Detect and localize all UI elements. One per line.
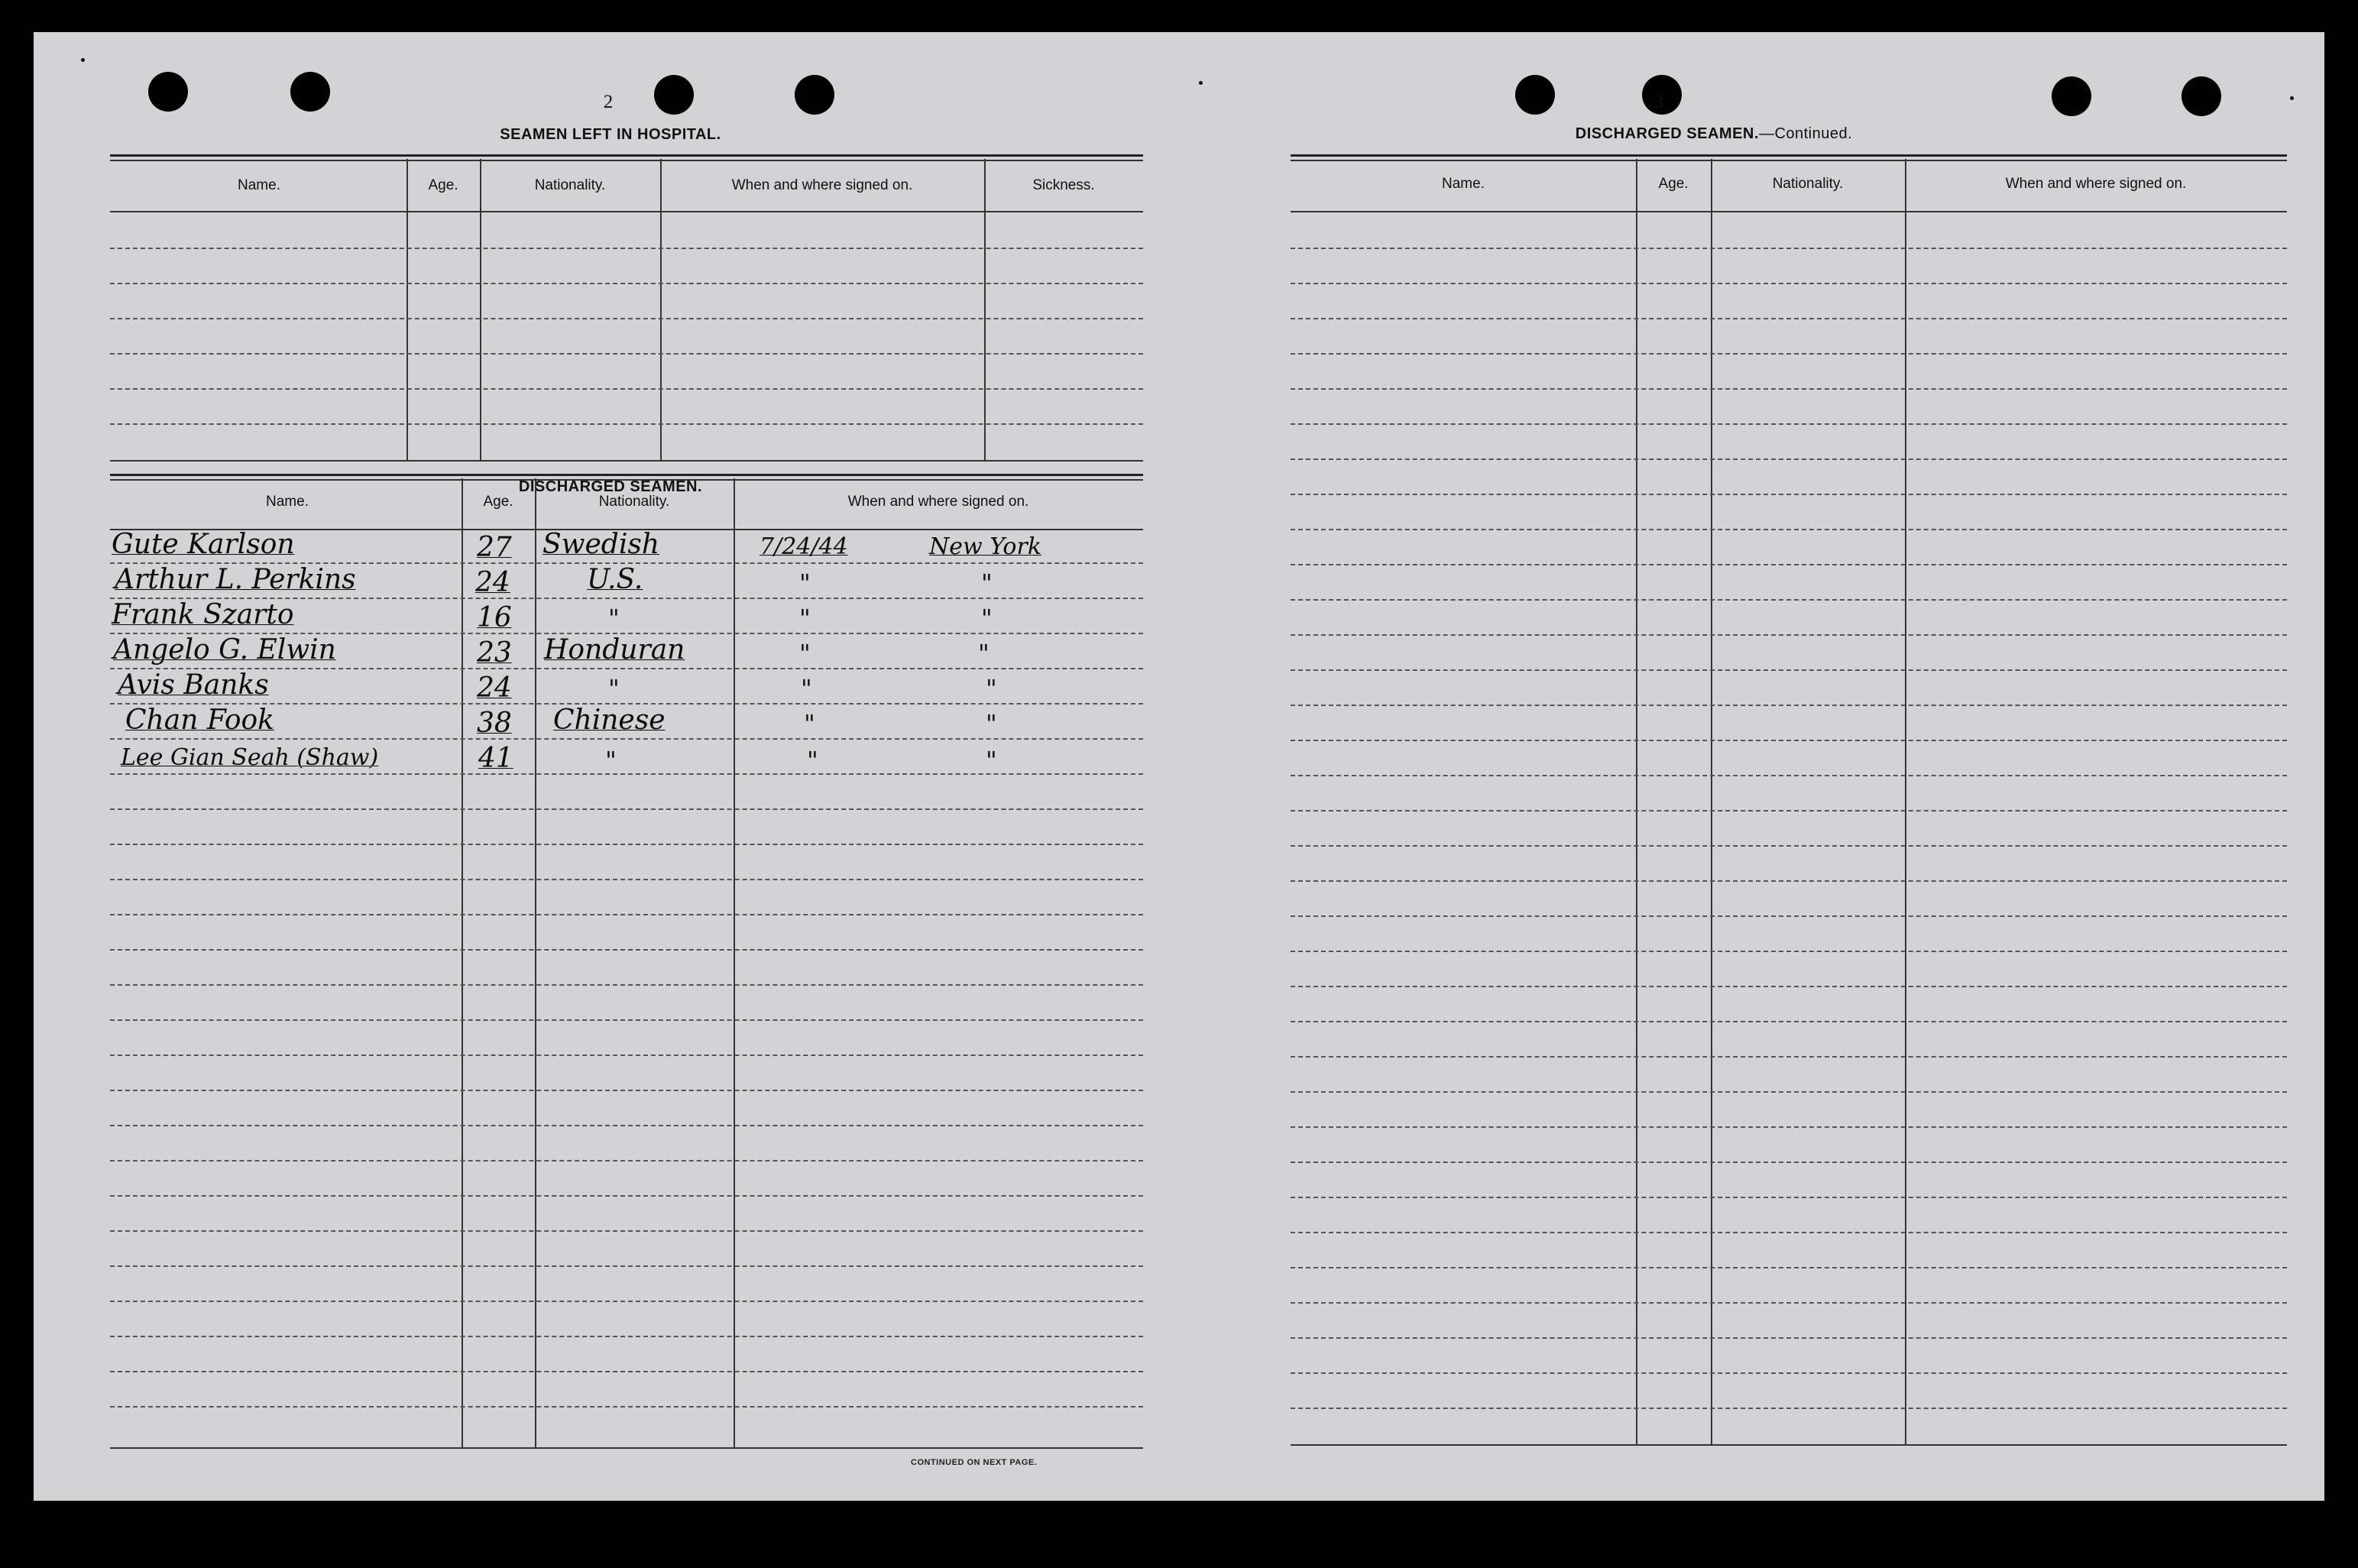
seaman-nationality: Chinese: [553, 705, 666, 736]
hospital-divider: [480, 159, 481, 462]
ledger-row-line: [1291, 423, 2287, 425]
hospital-col-when-where: When and where signed on.: [731, 177, 913, 193]
seaman-nationality: ": [608, 674, 620, 703]
signed-on-date: ": [799, 604, 811, 633]
ledger-row-line: [110, 1336, 1143, 1337]
ledger-row-line: [110, 1125, 1143, 1126]
hospital-row-line: [110, 388, 1143, 390]
discharged-col-name: Name.: [266, 494, 309, 510]
seaman-nationality: Honduran: [544, 634, 685, 666]
page-number: 2: [603, 92, 614, 112]
right-divider: [1711, 159, 1712, 1444]
ledger-row-line: [1291, 564, 2287, 565]
right-col-age: Age.: [1658, 176, 1689, 192]
right-top-rule: [1291, 154, 2287, 157]
discharged-col-nationality: Nationality.: [598, 494, 670, 510]
discharged-bottom-rule: [110, 1447, 1143, 1449]
ledger-row-line: [1291, 880, 2287, 882]
ledger-row-line: [1291, 810, 2287, 812]
continued-footer: CONTINUED ON NEXT PAGE.: [911, 1458, 1038, 1467]
ledger-row-line: [1291, 318, 2287, 319]
ledger-row-line: [1291, 1021, 2287, 1022]
punch-hole: [148, 72, 188, 112]
ledger-row-line: [1291, 1091, 2287, 1093]
ledger-row-line: [1291, 1056, 2287, 1058]
discharged-section-title: DISCHARGED SEAMEN.: [518, 478, 703, 495]
signed-on-place: ": [981, 569, 993, 598]
speck: [2290, 96, 2294, 100]
ledger-row-line: [110, 1301, 1143, 1302]
ledger-row-line: [110, 1195, 1143, 1197]
seaman-nationality: ": [605, 746, 617, 775]
ledger-row-line: [1291, 494, 2287, 495]
punch-hole: [1515, 75, 1555, 115]
seaman-age: 16: [477, 602, 512, 633]
right-col-nationality: Nationality.: [1772, 176, 1844, 192]
ledger-row-line: [1291, 951, 2287, 952]
ledger-row-line: [110, 984, 1143, 986]
hospital-col-name: Name.: [238, 177, 280, 193]
ledger-row-line: [110, 1371, 1143, 1372]
punch-hole: [2052, 76, 2091, 116]
hospital-divider: [406, 159, 408, 462]
seaman-name: Frank Szarto: [112, 599, 294, 630]
hospital-row-line: [110, 318, 1143, 319]
ledger-row-line: [110, 1265, 1143, 1267]
seaman-age: 24: [477, 672, 512, 704]
ledger-row-line: [110, 879, 1143, 880]
signed-on-date: ": [799, 569, 811, 598]
ledger-row-line: [110, 1160, 1143, 1161]
ledger-row-line: [1291, 1408, 2287, 1409]
signed-on-date: 7/24/44: [760, 533, 848, 560]
speck: [1199, 81, 1203, 85]
left-page: [34, 32, 1179, 1501]
seaman-nationality: U.S.: [587, 564, 643, 595]
ledger-row-line: [1291, 458, 2287, 460]
seaman-name: Angelo G. Elwin: [113, 634, 336, 666]
seaman-name: Arthur L. Perkins: [115, 564, 356, 595]
ledger-row-line: [1291, 388, 2287, 390]
signed-on-date: ": [801, 674, 812, 703]
ledger-row-line: [1291, 1161, 2287, 1163]
ledger-row-line: [1291, 1267, 2287, 1268]
ledger-row-line: [110, 808, 1143, 810]
signed-on-place: ": [978, 639, 990, 668]
right-bottom-rule: [1291, 1444, 2287, 1446]
right-divider: [1905, 159, 1906, 1444]
ledger-row-line: [1291, 1197, 2287, 1198]
hospital-header-rule: [110, 211, 1143, 212]
ledger-row-line: [1291, 986, 2287, 987]
right-header-rule: [1291, 211, 2287, 212]
signed-on-place: ": [986, 746, 997, 775]
ledger-row-line: [1291, 669, 2287, 671]
punch-hole: [795, 75, 834, 115]
hospital-row-line: [110, 248, 1143, 249]
ledger-row-line: [1291, 740, 2287, 741]
ledger-row-line: [110, 738, 1143, 740]
ledger-row-line: [1291, 248, 2287, 249]
hospital-top-rule: [110, 154, 1143, 157]
ledger-row-line: [110, 1055, 1143, 1056]
signed-on-date: ": [804, 709, 815, 738]
ledger-row-line: [110, 1230, 1143, 1232]
right-col-when-where: When and where signed on.: [2005, 176, 2187, 192]
page-number: 3: [1654, 92, 1664, 112]
ledger-row-line: [110, 914, 1143, 915]
seaman-name: Chan Fook: [125, 705, 274, 736]
signed-on-place: ": [986, 709, 997, 738]
seaman-age: 27: [477, 532, 512, 563]
signed-on-place: New York: [929, 533, 1041, 560]
ledger-row-line: [110, 1090, 1143, 1091]
discharged-divider: [462, 478, 463, 1449]
hospital-row-line: [110, 283, 1143, 284]
punch-hole: [290, 72, 330, 112]
ledger-row-line: [110, 844, 1143, 845]
hospital-row-line: [110, 423, 1143, 425]
ledger-row-line: [1291, 915, 2287, 917]
discharged-col-when-where: When and where signed on.: [847, 494, 1029, 510]
right-divider: [1636, 159, 1637, 1444]
seaman-age: 38: [477, 708, 512, 739]
ledger-row-line: [1291, 599, 2287, 601]
discharged-divider: [535, 478, 536, 1449]
right-page: [1179, 32, 2324, 1501]
ledger-row-line: [110, 1019, 1143, 1021]
ledger-row-line: [1291, 1337, 2287, 1339]
ledger-row-line: [1291, 634, 2287, 636]
ledger-row-line: [1291, 1302, 2287, 1304]
ledger-row-line: [1291, 529, 2287, 530]
ledger-row-line: [1291, 705, 2287, 706]
ledger-row-line: [1291, 1372, 2287, 1374]
punch-hole: [654, 75, 694, 115]
signed-on-date: ": [807, 746, 818, 775]
seaman-name: Gute Karlson: [112, 529, 295, 560]
right-col-name: Name.: [1442, 176, 1485, 192]
right-title-continued: —Continued.: [1758, 125, 1853, 142]
ledger-row-line: [1291, 353, 2287, 355]
seaman-name: Lee Gian Seah (Shaw): [121, 744, 379, 771]
hospital-section-title: SEAMEN LEFT IN HOSPITAL.: [500, 126, 721, 143]
ledger-sheet: [34, 32, 2324, 1501]
seaman-name: Avis Banks: [118, 669, 269, 701]
seaman-nationality: ": [608, 604, 620, 633]
ledger-row-line: [1291, 775, 2287, 776]
hospital-col-age: Age.: [428, 177, 458, 193]
ledger-row-line: [1291, 1232, 2287, 1233]
right-section-title: [1469, 125, 1958, 143]
speck: [81, 58, 85, 62]
hospital-col-nationality: Nationality.: [534, 177, 606, 193]
ledger-row-line: [1291, 283, 2287, 284]
seaman-nationality: Swedish: [543, 529, 659, 560]
ledger-row-line: [110, 949, 1143, 951]
seaman-age: 24: [475, 567, 510, 598]
signed-on-place: ": [986, 674, 997, 703]
ledger-row-line: [1291, 845, 2287, 847]
hospital-row-line: [110, 353, 1143, 355]
signed-on-place: ": [981, 604, 993, 633]
discharged-divider: [734, 478, 735, 1449]
signed-on-date: ": [799, 639, 811, 668]
ledger-row-line: [110, 1406, 1143, 1408]
discharged-col-age: Age.: [483, 494, 513, 510]
seaman-age: 41: [478, 743, 513, 774]
hospital-col-sickness: Sickness.: [1032, 177, 1095, 193]
ledger-row-line: [1291, 1126, 2287, 1128]
hospital-divider: [984, 159, 986, 462]
right-title-main: DISCHARGED SEAMEN.: [1575, 125, 1759, 142]
discharged-top-rule: [110, 474, 1143, 476]
punch-hole: [2181, 76, 2221, 116]
seaman-age: 23: [477, 637, 512, 669]
hospital-divider: [660, 159, 662, 462]
